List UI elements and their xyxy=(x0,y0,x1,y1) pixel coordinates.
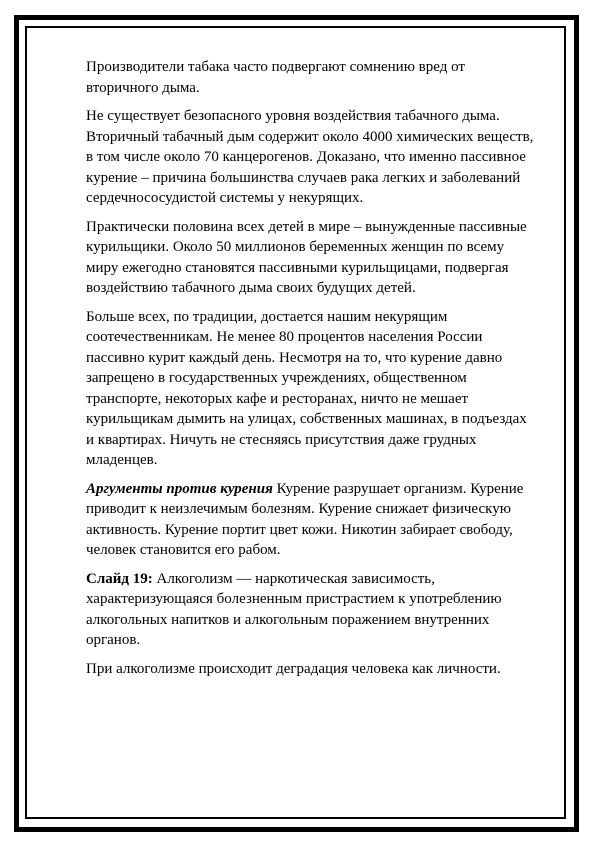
paragraph-text: Больше всех, по традиции, достается нашим некурящим соотечественникам. Не менее 80 процентов населения России пассивно курит каждый день. Несмотря на то, что курение давно запрещено в государственных учреждениях, общественном транспорте, некоторых кафе и ресторанах, ничто не мешает курильщикам дымить на улицах, собственных машинах, в подъездах и квартирах. Ничуть не стесняясь присутствия даже грудных младенцев. xyxy=(86,308,527,468)
paragraph-no-safe-level xyxy=(86,106,536,209)
paragraph-slide-19-alcoholism xyxy=(86,569,536,651)
arguments-heading: Аргументы против курения xyxy=(86,480,273,497)
paragraph-russia-statistics xyxy=(86,307,536,471)
paragraph-text: При алкоголизме происходит деградация человека как личности. xyxy=(86,660,501,677)
paragraph-arguments-against-smoking xyxy=(86,479,536,561)
paragraph-secondhand-smoke-doubt xyxy=(86,57,536,98)
document-body xyxy=(86,57,536,687)
paragraph-text: Производители табака часто подвергают сомнению вред от вторичного дыма. xyxy=(86,59,465,96)
paragraph-children-passive-smokers xyxy=(86,217,536,299)
paragraph-text: Не существует безопасного уровня воздействия табачного дыма. Вторичный табачный дым содержит около 4000 химических веществ, в том числе около 70 канцерогенов. Доказано, что именно пассивное курение – причина большинства случаев рака легких и заболеваний сердечнососудистой системы у некурящих. xyxy=(86,108,534,206)
paragraph-degradation xyxy=(86,659,536,680)
slide-label: Слайд 19: xyxy=(86,570,153,587)
paragraph-text: Практически половина всех детей в мире – вынужденные пассивные курильщики. Около 50 миллионов беременных женщин по всему миру ежегодно становятся пассивными курильщицами, подвергая воздействию табачного дыма своих будущих детей. xyxy=(86,218,527,296)
paragraph-text: Алкоголизм — наркотическая зависимость, характеризующаяся болезненным пристрастием к употреблению алкогольных напитков и алкогольным поражением внутренних органов. xyxy=(86,570,502,648)
paragraph-text: Курение разрушает организм. Курение приводит к неизлечимым болезням. Курение снижает физическую активность. Курение портит цвет кожи. Никотин забирает свободу, человек становится его рабом. xyxy=(86,480,524,558)
